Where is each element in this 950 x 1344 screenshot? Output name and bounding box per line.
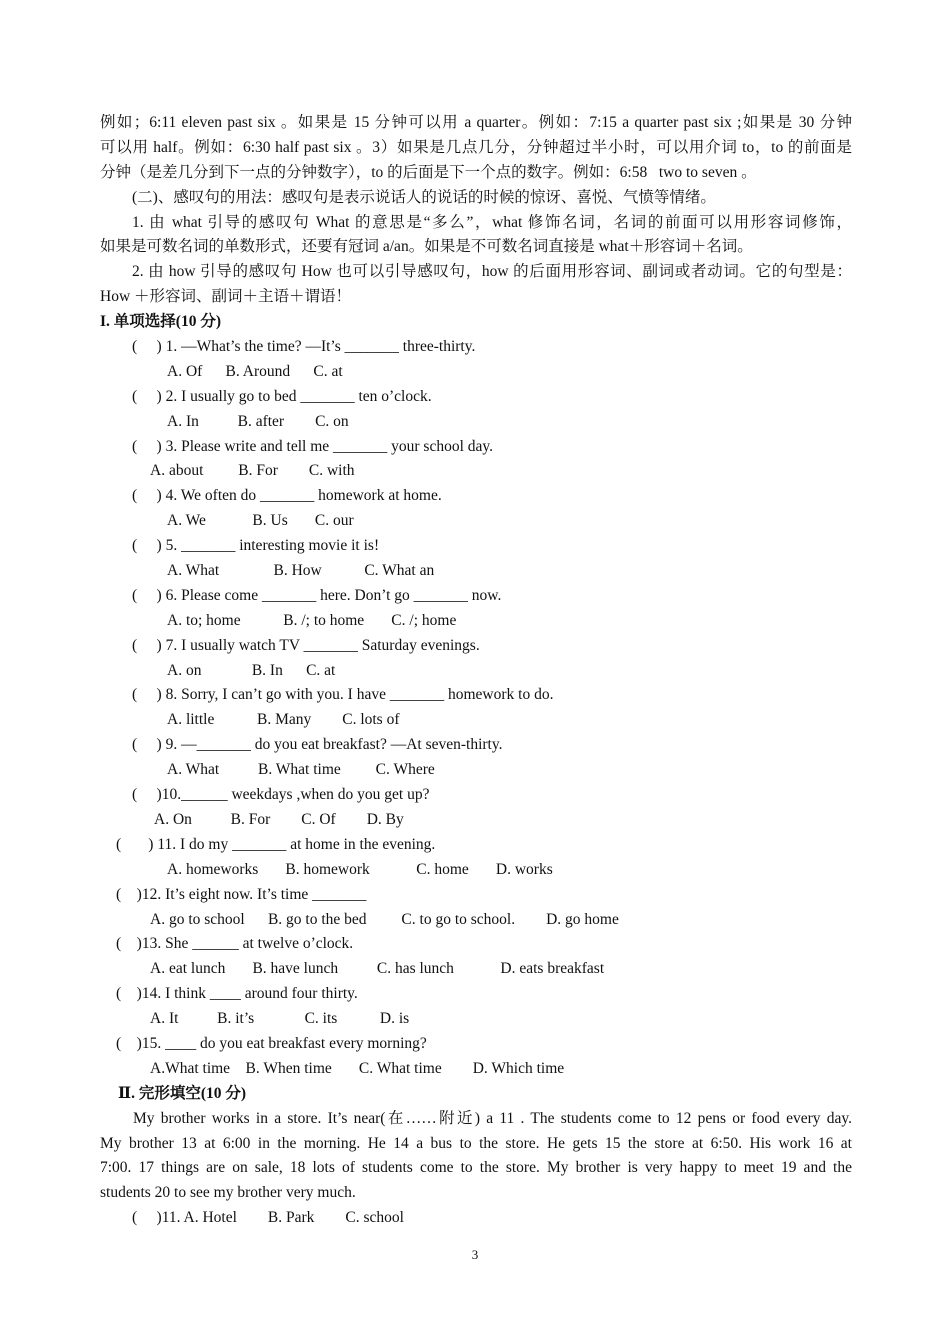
page-number: 3 [471,1247,479,1262]
question-options: A.What time B. When time C. What time D. Which time [150,1059,565,1077]
question-options: A. Of B. Around C. at [167,362,343,380]
question-options: A. homeworks B. homework C. home D. works [167,860,553,878]
question-options: A. on B. In C. at [167,661,336,679]
question-stem: ( )14. I think ____ around four thirty. [116,985,358,1003]
grammar-line: 2. 由 how 引导的感叹句 How 也可以引导感叹句，how 的后面用形容词、副词或者动词。它的句型是： [132,263,852,281]
page-content [100,111,852,1231]
question-stem: ( ) 6. Please come _______ here. Don’t go _______ now. [132,586,502,604]
question-options: A. to; home B. /; to home C. /; home [167,611,457,629]
grammar-line: 例如；6:11 eleven past six 。如果是 15 分钟可以用 a quarter。例如：7:15 a quarter past six ;如果是 30 分钟 [100,114,852,131]
passage-line: My brother 13 at 6:00 in the morning. He 14 a bus to the store. He gets 15 the store at 6:50. His work 16 at [100,1134,852,1152]
grammar-line: How ＋形容词、副词＋主语＋谓语！ [100,288,352,306]
question-stem: ( ) 1. —What’s the time? —It’s _______ three-thirty. [132,338,476,356]
question-options: A. It B. it’s C. its D. is [150,1010,410,1028]
grammar-line: (二)、感叹句的用法：感叹句是表示说话人的说话的时候的惊讶、喜悦、气愤等情绪。 [132,188,716,206]
question-stem: ( ) 3. Please write and tell me _______ your school day. [132,437,494,455]
section-heading: I. 单项选择(10 分) [100,313,221,331]
grammar-line: 1. 由 what 引导的感叹句 What 的意思是“多么”，what 修饰名词，名词的前面可以用形容词修饰， [132,213,852,231]
question-stem: ( ) 11. I do my _______ at home in the evening. [116,835,436,853]
question-options: A. What B. What time C. Where [167,761,435,779]
question-stem: ( ) 5. _______ interesting movie it is! [132,537,380,555]
question-options: A. What B. How C. What an [167,562,435,580]
grammar-line: 分钟（是差几分到下一点的分钟数字），to 的后面是下一个点的数字。例如：6:58 two to seven 。 [100,163,757,181]
question-stem: ( ) 4. We often do _______ homework at home. [132,487,442,505]
question-stem: ( ) 8. Sorry, I can’t go with you. I have _______ homework to do. [132,686,554,704]
passage-line: 7:00. 17 things are on sale, 18 lots of students come to the store. My brother is very happy to meet 19 and the [100,1159,852,1177]
question-options: A. about B. For C. with [150,462,355,480]
question-options: A. eat lunch B. have lunch C. has lunch D. eats breakfast [150,960,605,978]
passage-line: students 20 to see my brother very much. [100,1184,356,1202]
question-stem: ( )12. It’s eight now. It’s time _______ [116,885,367,903]
question-stem: ( )13. She ______ at twelve o’clock. [116,935,354,953]
grammar-line: 可以用 half。例如：6:30 half past six 。3）如果是几点几分，分钟超过半小时，可以用介词 to，to 的前面是 [100,138,852,156]
question-options: A. little B. Many C. lots of [167,711,400,729]
question-options: A. On B. For C. Of D. By [154,810,404,828]
grammar-line: 如果是可数名词的单数形式，还要有冠词 a/an。如果是不可数名词直接是 what＋形容词＋名词。 [100,238,753,256]
question-options: A. We B. Us C. our [167,512,354,530]
question-stem: ( ) 7. I usually watch TV _______ Saturday evenings. [132,636,480,654]
question-options: A. go to school B. go to the bed C. to go to school. D. go home [150,910,619,928]
question-stem: ( ) 2. I usually go to bed _______ ten o’clock. [132,387,432,405]
passage-line: My brother works in a store. It’s near(在……附近) a 11 . The students come to 12 pens or food every day. [133,1109,852,1127]
question-stem: ( )11. A. Hotel B. Park C. school [132,1209,404,1227]
question-stem: ( ) 9. —_______ do you eat breakfast? —At seven-thirty. [132,736,503,754]
section-heading: Ⅱ. 完形填空(10 分) [118,1084,247,1102]
question-options: A. In B. after C. on [167,412,349,430]
question-stem: ( )10.______ weekdays ,when do you get up? [132,786,430,804]
question-stem: ( )15. ____ do you eat breakfast every morning? [116,1034,427,1052]
